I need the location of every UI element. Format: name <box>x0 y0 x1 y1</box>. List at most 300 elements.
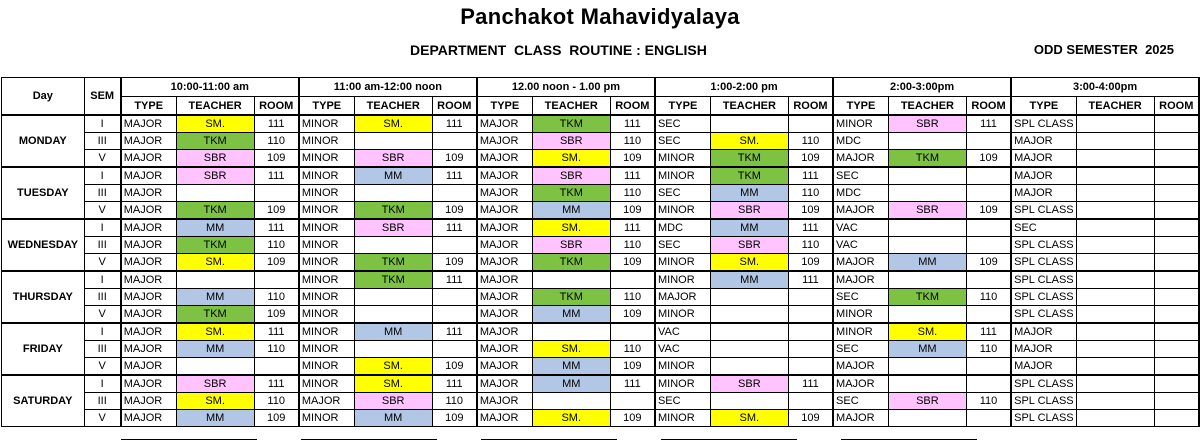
teacher-cell <box>1076 341 1154 358</box>
room-cell: 111 <box>254 375 299 393</box>
type-cell: MAJOR <box>121 219 176 237</box>
teacher-cell <box>354 185 432 202</box>
teacher-cell: SBR <box>176 150 254 168</box>
header-row-slots <box>2 78 1200 97</box>
type-cell: MAJOR <box>477 219 532 237</box>
room-cell <box>1154 167 1199 185</box>
type-header: TYPE <box>833 97 888 116</box>
room-cell <box>1154 237 1199 254</box>
room-header: ROOM <box>254 97 299 116</box>
table-row <box>2 306 1200 324</box>
sem-cell: III <box>84 341 121 358</box>
teacher-cell <box>888 133 966 150</box>
teacher-header: TEACHER <box>888 97 966 116</box>
teacher-cell <box>1076 185 1154 202</box>
teacher-cell <box>710 115 788 133</box>
type-cell: MAJOR <box>833 150 888 168</box>
type-cell: MAJOR <box>833 410 888 427</box>
teacher-cell: SBR <box>354 150 432 168</box>
type-cell: SEC <box>833 289 888 306</box>
type-cell: MAJOR <box>121 150 176 168</box>
teacher-cell <box>176 185 254 202</box>
type-cell: MINOR <box>655 375 710 393</box>
type-cell: MINOR <box>299 219 354 237</box>
teacher-cell: SM. <box>710 410 788 427</box>
room-cell: 111 <box>254 167 299 185</box>
teacher-cell <box>888 219 966 237</box>
sem-cell: I <box>84 271 121 289</box>
room-cell: 111 <box>788 375 833 393</box>
type-cell: MAJOR <box>477 133 532 150</box>
teacher-cell: SM. <box>532 150 610 168</box>
type-cell: MAJOR <box>121 323 176 341</box>
teacher-cell: MM <box>532 358 610 376</box>
room-cell <box>254 185 299 202</box>
room-cell: 109 <box>432 358 477 376</box>
type-cell: MAJOR <box>477 271 532 289</box>
room-cell: 110 <box>254 289 299 306</box>
type-cell: SPL CLASS <box>1011 271 1076 289</box>
room-cell: 111 <box>610 115 655 133</box>
type-cell: MAJOR <box>833 358 888 376</box>
type-header: TYPE <box>121 97 176 116</box>
type-cell: MAJOR <box>1011 358 1076 376</box>
type-cell: MAJOR <box>1011 167 1076 185</box>
teacher-cell: MM <box>354 167 432 185</box>
teacher-cell: SM. <box>532 219 610 237</box>
teacher-cell <box>710 341 788 358</box>
table-edge-line <box>661 439 797 440</box>
sem-cell: V <box>84 358 121 376</box>
room-cell <box>966 410 1011 427</box>
teacher-cell: SM. <box>710 254 788 272</box>
type-cell: SPL CLASS <box>1011 254 1076 272</box>
type-cell: MAJOR <box>121 341 176 358</box>
teacher-cell <box>176 358 254 376</box>
type-cell: MINOR <box>299 150 354 168</box>
teacher-cell <box>1076 167 1154 185</box>
type-cell: SEC <box>655 237 710 254</box>
room-cell <box>1154 393 1199 410</box>
teacher-cell: SM. <box>710 133 788 150</box>
type-cell: MAJOR <box>1011 133 1076 150</box>
day-cell: SATURDAY <box>2 375 85 427</box>
teacher-cell: TKM <box>532 254 610 272</box>
room-cell: 110 <box>788 133 833 150</box>
teacher-cell: TKM <box>888 289 966 306</box>
teacher-cell <box>1076 202 1154 220</box>
day-cell: FRIDAY <box>2 323 85 375</box>
type-cell: MAJOR <box>477 185 532 202</box>
table-row <box>2 393 1200 410</box>
type-cell: SEC <box>833 167 888 185</box>
teacher-cell <box>1076 219 1154 237</box>
teacher-cell <box>1076 375 1154 393</box>
type-cell: MINOR <box>299 167 354 185</box>
type-cell: MINOR <box>299 254 354 272</box>
sem-cell: V <box>84 150 121 168</box>
type-cell: VAC <box>833 219 888 237</box>
room-cell <box>1154 410 1199 427</box>
room-cell <box>1154 271 1199 289</box>
room-cell: 110 <box>610 341 655 358</box>
teacher-cell <box>710 289 788 306</box>
room-cell: 109 <box>432 410 477 427</box>
teacher-cell: SBR <box>710 202 788 220</box>
teacher-cell <box>710 358 788 376</box>
teacher-cell: MM <box>176 219 254 237</box>
room-header: ROOM <box>966 97 1011 116</box>
type-cell: MAJOR <box>655 289 710 306</box>
type-cell: MAJOR <box>477 410 532 427</box>
teacher-cell: TKM <box>532 289 610 306</box>
room-cell: 110 <box>788 237 833 254</box>
teacher-cell: MM <box>532 375 610 393</box>
teacher-cell: TKM <box>176 202 254 220</box>
teacher-cell: SBR <box>354 393 432 410</box>
room-cell <box>1154 254 1199 272</box>
teacher-cell: TKM <box>354 202 432 220</box>
room-cell: 109 <box>254 254 299 272</box>
type-cell: MAJOR <box>477 202 532 220</box>
table-edge-line <box>481 439 617 440</box>
type-cell: VAC <box>655 323 710 341</box>
type-cell: MAJOR <box>121 254 176 272</box>
teacher-cell: SM. <box>354 115 432 133</box>
type-cell: VAC <box>833 237 888 254</box>
type-cell: MINOR <box>299 358 354 376</box>
header-row-fields <box>2 97 1200 116</box>
teacher-cell <box>1076 289 1154 306</box>
sem-cell: V <box>84 410 121 427</box>
teacher-cell <box>1076 358 1154 376</box>
teacher-cell <box>1076 410 1154 427</box>
teacher-cell <box>1076 133 1154 150</box>
sem-cell: III <box>84 237 121 254</box>
type-cell: MAJOR <box>121 185 176 202</box>
type-cell: MINOR <box>655 358 710 376</box>
room-cell <box>788 323 833 341</box>
type-cell: MINOR <box>655 306 710 324</box>
room-cell <box>966 185 1011 202</box>
type-cell: SPL CLASS <box>1011 289 1076 306</box>
room-cell: 111 <box>432 323 477 341</box>
teacher-cell <box>1076 237 1154 254</box>
time-slot-header: 12.00 noon - 1.00 pm <box>477 78 655 97</box>
type-cell: MAJOR <box>1011 323 1076 341</box>
type-cell: MAJOR <box>299 393 354 410</box>
type-cell: MAJOR <box>833 202 888 220</box>
teacher-cell: SBR <box>176 375 254 393</box>
type-cell: MINOR <box>655 167 710 185</box>
room-header: ROOM <box>610 97 655 116</box>
teacher-cell <box>888 306 966 324</box>
type-header: TYPE <box>299 97 354 116</box>
teacher-cell <box>1076 323 1154 341</box>
teacher-cell: SM. <box>176 393 254 410</box>
type-cell: MAJOR <box>477 237 532 254</box>
room-cell <box>966 219 1011 237</box>
type-cell: SPL CLASS <box>1011 115 1076 133</box>
teacher-cell <box>888 237 966 254</box>
type-cell: MDC <box>655 219 710 237</box>
sem-cell: III <box>84 185 121 202</box>
college-title: Panchakot Mahavidyalaya <box>460 4 740 29</box>
table-edge-line <box>841 439 977 440</box>
teacher-header: TEACHER <box>710 97 788 116</box>
room-cell <box>1154 115 1199 133</box>
teacher-cell: SBR <box>888 115 966 133</box>
teacher-cell: SM. <box>176 323 254 341</box>
teacher-cell: SBR <box>532 167 610 185</box>
teacher-cell: MM <box>888 341 966 358</box>
teacher-cell: SBR <box>888 393 966 410</box>
room-cell: 110 <box>610 133 655 150</box>
type-cell: MAJOR <box>833 254 888 272</box>
teacher-cell <box>1076 271 1154 289</box>
room-cell: 109 <box>966 150 1011 168</box>
teacher-cell: MM <box>532 306 610 324</box>
type-cell: MAJOR <box>477 323 532 341</box>
type-header: TYPE <box>655 97 710 116</box>
room-cell: 109 <box>788 202 833 220</box>
table-row <box>2 150 1200 168</box>
type-cell: MINOR <box>299 115 354 133</box>
teacher-cell: TKM <box>888 150 966 168</box>
teacher-cell: MM <box>710 219 788 237</box>
teacher-cell: MM <box>176 410 254 427</box>
type-cell: MINOR <box>299 289 354 306</box>
room-cell <box>788 358 833 376</box>
room-cell: 109 <box>432 202 477 220</box>
type-cell: MAJOR <box>477 115 532 133</box>
room-cell <box>254 271 299 289</box>
teacher-cell: TKM <box>176 237 254 254</box>
sem-cell: I <box>84 375 121 393</box>
sem-cell: I <box>84 219 121 237</box>
type-cell: MINOR <box>299 375 354 393</box>
type-cell: MAJOR <box>121 289 176 306</box>
teacher-cell <box>532 271 610 289</box>
type-cell: SPL CLASS <box>1011 375 1076 393</box>
type-cell: MINOR <box>299 306 354 324</box>
teacher-cell <box>532 393 610 410</box>
sem-cell: I <box>84 167 121 185</box>
room-cell: 110 <box>966 393 1011 410</box>
room-cell: 110 <box>610 237 655 254</box>
type-cell: MAJOR <box>121 306 176 324</box>
type-cell: MAJOR <box>121 202 176 220</box>
type-cell: MINOR <box>655 150 710 168</box>
room-cell: 110 <box>254 393 299 410</box>
type-cell: SPL CLASS <box>1011 237 1076 254</box>
time-slot-header: 11:00 am-12:00 noon <box>299 78 477 97</box>
type-cell: MINOR <box>299 341 354 358</box>
type-cell: MINOR <box>299 202 354 220</box>
type-cell: MDC <box>833 185 888 202</box>
time-slot-header: 3:00-4:00pm <box>1011 78 1199 97</box>
room-cell: 111 <box>966 323 1011 341</box>
teacher-cell: MM <box>176 289 254 306</box>
type-cell: MAJOR <box>477 358 532 376</box>
teacher-header: TEACHER <box>354 97 432 116</box>
room-cell: 111 <box>432 115 477 133</box>
day-cell: WEDNESDAY <box>2 219 85 271</box>
type-cell: MINOR <box>833 115 888 133</box>
type-cell: MAJOR <box>121 271 176 289</box>
teacher-cell <box>888 410 966 427</box>
room-cell: 109 <box>254 150 299 168</box>
teacher-cell <box>1076 254 1154 272</box>
table-row <box>2 219 1200 237</box>
room-cell: 109 <box>610 306 655 324</box>
room-cell: 109 <box>610 410 655 427</box>
teacher-cell: SBR <box>710 237 788 254</box>
type-cell: MINOR <box>299 410 354 427</box>
teacher-cell <box>710 323 788 341</box>
type-cell: SEC <box>655 115 710 133</box>
room-cell: 110 <box>254 341 299 358</box>
table-row <box>2 185 1200 202</box>
teacher-cell <box>888 271 966 289</box>
room-cell: 109 <box>432 150 477 168</box>
teacher-cell <box>888 375 966 393</box>
time-slot-header: 1:00-2:00 pm <box>655 78 833 97</box>
room-cell: 111 <box>432 375 477 393</box>
type-cell: MAJOR <box>121 410 176 427</box>
teacher-cell: SBR <box>532 133 610 150</box>
teacher-cell <box>1076 306 1154 324</box>
teacher-cell: TKM <box>710 150 788 168</box>
room-cell <box>966 358 1011 376</box>
type-cell: MAJOR <box>477 289 532 306</box>
room-cell: 111 <box>432 167 477 185</box>
day-cell: MONDAY <box>2 115 85 167</box>
type-cell: MINOR <box>655 254 710 272</box>
room-cell <box>966 133 1011 150</box>
table-row <box>2 375 1200 393</box>
room-cell <box>788 393 833 410</box>
room-cell: 111 <box>610 167 655 185</box>
type-cell: MAJOR <box>833 375 888 393</box>
table-edge-line <box>301 439 437 440</box>
type-cell: MAJOR <box>121 237 176 254</box>
room-cell <box>432 185 477 202</box>
type-cell: MAJOR <box>1011 185 1076 202</box>
type-cell: MAJOR <box>833 271 888 289</box>
type-cell: MAJOR <box>477 341 532 358</box>
type-cell: MINOR <box>299 323 354 341</box>
sem-cell: V <box>84 306 121 324</box>
teacher-cell: SM. <box>532 410 610 427</box>
semester-label: ODD SEMESTER 2025 <box>1033 42 1174 57</box>
type-cell: MINOR <box>299 271 354 289</box>
room-cell: 111 <box>966 115 1011 133</box>
teacher-cell: SBR <box>710 375 788 393</box>
teacher-cell <box>1076 115 1154 133</box>
room-cell: 111 <box>432 219 477 237</box>
type-cell: MAJOR <box>477 375 532 393</box>
teacher-cell <box>888 185 966 202</box>
teacher-cell: SM. <box>532 341 610 358</box>
teacher-cell <box>354 289 432 306</box>
type-cell: MAJOR <box>477 167 532 185</box>
room-cell <box>610 323 655 341</box>
time-slot-header: 2:00-3:00pm <box>833 78 1011 97</box>
table-row <box>2 254 1200 272</box>
room-cell <box>610 271 655 289</box>
room-cell: 109 <box>788 254 833 272</box>
teacher-cell <box>888 167 966 185</box>
room-cell: 111 <box>254 115 299 133</box>
room-cell: 111 <box>254 219 299 237</box>
type-cell: MAJOR <box>1011 341 1076 358</box>
room-cell: 109 <box>432 254 477 272</box>
type-cell: MINOR <box>655 202 710 220</box>
day-cell: THURSDAY <box>2 271 85 323</box>
type-cell: MAJOR <box>477 254 532 272</box>
room-cell <box>1154 219 1199 237</box>
type-cell: MAJOR <box>121 358 176 376</box>
room-cell: 110 <box>966 289 1011 306</box>
type-cell: SEC <box>655 133 710 150</box>
sem-cell: I <box>84 115 121 133</box>
table-row <box>2 271 1200 289</box>
room-cell: 111 <box>610 219 655 237</box>
teacher-cell <box>532 323 610 341</box>
type-cell: SPL CLASS <box>1011 410 1076 427</box>
type-cell: MINOR <box>299 185 354 202</box>
type-cell: MAJOR <box>477 393 532 410</box>
room-cell <box>966 167 1011 185</box>
room-cell: 111 <box>610 375 655 393</box>
room-cell <box>1154 375 1199 393</box>
teacher-cell <box>354 306 432 324</box>
room-cell <box>966 306 1011 324</box>
room-cell <box>788 115 833 133</box>
teacher-cell <box>354 341 432 358</box>
room-header: ROOM <box>432 97 477 116</box>
sem-cell: III <box>84 289 121 306</box>
type-cell: SEC <box>1011 219 1076 237</box>
room-cell <box>1154 289 1199 306</box>
sem-cell: III <box>84 393 121 410</box>
teacher-cell <box>354 133 432 150</box>
room-cell <box>1154 306 1199 324</box>
room-cell: 109 <box>254 410 299 427</box>
teacher-cell: TKM <box>532 185 610 202</box>
type-cell: MAJOR <box>121 115 176 133</box>
type-cell: MINOR <box>655 271 710 289</box>
teacher-cell <box>354 237 432 254</box>
room-cell <box>788 289 833 306</box>
type-cell: MINOR <box>655 410 710 427</box>
teacher-cell: MM <box>532 202 610 220</box>
table-row <box>2 358 1200 376</box>
sem-cell: I <box>84 323 121 341</box>
room-cell <box>432 341 477 358</box>
teacher-cell: SM. <box>354 358 432 376</box>
type-cell: SEC <box>655 393 710 410</box>
room-cell <box>254 358 299 376</box>
teacher-cell: SM. <box>176 115 254 133</box>
room-cell: 111 <box>254 323 299 341</box>
type-cell: MAJOR <box>477 150 532 168</box>
type-cell: MINOR <box>299 237 354 254</box>
teacher-cell: MM <box>354 323 432 341</box>
type-cell: MAJOR <box>121 167 176 185</box>
type-header: TYPE <box>1011 97 1076 116</box>
